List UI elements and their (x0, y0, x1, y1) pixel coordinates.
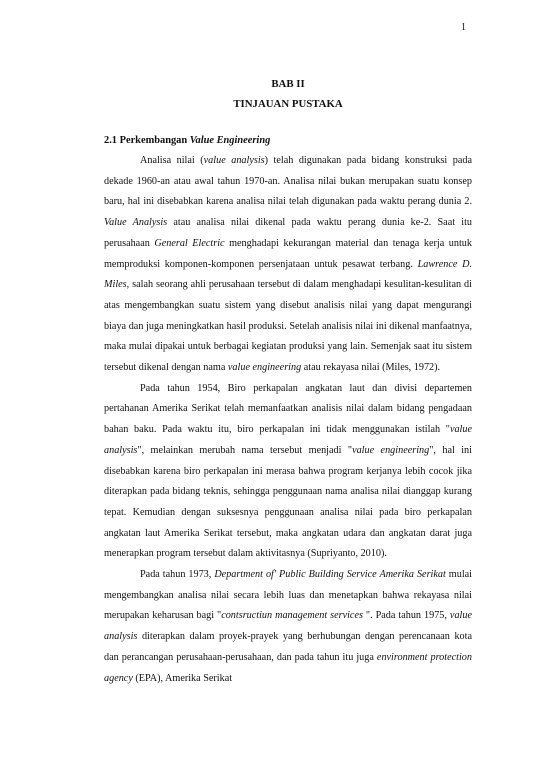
italic-term: General Electric (154, 237, 225, 249)
italic-term: environment protection agency (104, 651, 472, 684)
italic-term: Department of' Public Building Service Amerika Serikat (214, 569, 446, 581)
italic-term: Value Analysis (104, 217, 168, 229)
text-run: diterapkan dalam proyek-prayek yang berhubungan dengan perencanaan kota dan perancangan perusahaan-perusahaan, dan pada tahun itu juga (104, 631, 472, 663)
document-body (104, 74, 472, 689)
italic-term: value engineering (227, 362, 302, 374)
chapter-title: TINJAUAN PUSTAKA (233, 98, 343, 110)
text-run: ". Pada tahun 1975, (362, 610, 450, 622)
text-run: mulai mengembangkan analisa nilai secara lebih luas dan menetapkan bahwa rekayasa nilai merupakan keharusan bagi " (104, 569, 473, 622)
italic-term: value engineering (352, 444, 430, 456)
paragraph-value-analysis-history (104, 151, 472, 379)
italic-term: value analysis (203, 155, 265, 166)
section-title-plain: Perkembangan (119, 135, 190, 146)
text-run: atau analisa nilai dikenal pada waktu perang dunia ke-2. Saat itu perusahaan (104, 217, 472, 249)
italic-term: contsructiun management services (221, 610, 363, 622)
text-run: , salah seorang ahli perusahaan tersebut di dalam menghadapi kesulitan-kesulitan di atas mengembangkan suatu sistem yang disebut analisis nilai yang dapat mengurangi biaya dan juga meningkatkan hasil produksi. Setelah analisis nilai ini dikenal manfaatnya, maka mulai dipakai untuk berbagai kegiatan produksi yang lain. Semenjak saat itu sistem tersebut dikenal dengan nama (104, 279, 472, 374)
text-run: menghadapi kekurangan material dan tenaga kerja untuk memproduksi komponen-komponen persenjataan untuk pesawat terbang. (104, 237, 472, 270)
text-run: (EPA), Amerika Serikat (132, 672, 233, 684)
italic-term: Lawrence D. Miles (104, 258, 472, 291)
chapter-label: BAB II (271, 78, 305, 90)
section-title-italic: Value Engineering (189, 135, 271, 146)
page-number: 1 (461, 22, 466, 33)
text-run: ", hal ini disebabkan karena biro perkapalan ini merasa bahwa program kerjanya lebih cocok jika diterapkan pada bidang teknis, sehingga penggunaan nama analisa nilai dianggap kurang tepat. Kemudian dengan suksesnya penggunaan analisa nilai pada biro perkapalan angkatan laut Amerika Serikat tersebut, maka angkatan udara dan angkatan darat juga menerapkan program tersebut dalam aktivitasnya (Supriyanto, 2010). (104, 444, 472, 560)
italic-term: value analysis (104, 610, 472, 643)
section-number: 2.1 (104, 135, 117, 146)
text-run: ) telah digunakan pada bidang konstruksi pada dekade 1960-an atau awal tahun 1970-an. Analisa nilai bukan merupakan suatu konsep baru, hal ini disebabkan karena analisa nilai telah digunakan pada waktu perang dunia 2. (104, 155, 472, 208)
section-heading (104, 131, 472, 151)
text-run: Pada tahun 1954, Biro perkapalan angkatan laut dan divisi departemen pertahanan Amerika Serikat telah memanfaatkan analisis nilai dalam bidang pengadaan bahan baku. Pada waktu itu, biro perkapalan ini tidak menggunakan istilah " (104, 382, 472, 436)
text-run: atau rekayasa nilai (Miles, 1972). (301, 362, 441, 374)
italic-term: value analysis (104, 424, 472, 456)
text-run: Pada tahun 1973, (140, 569, 215, 581)
text-run: Analisa nilai ( (140, 155, 204, 166)
paragraph-public-building-service (104, 565, 472, 689)
text-run: ", melainkan merubah nama tersebut menjadi " (137, 444, 353, 456)
paragraph-navy-bureau (104, 379, 472, 565)
